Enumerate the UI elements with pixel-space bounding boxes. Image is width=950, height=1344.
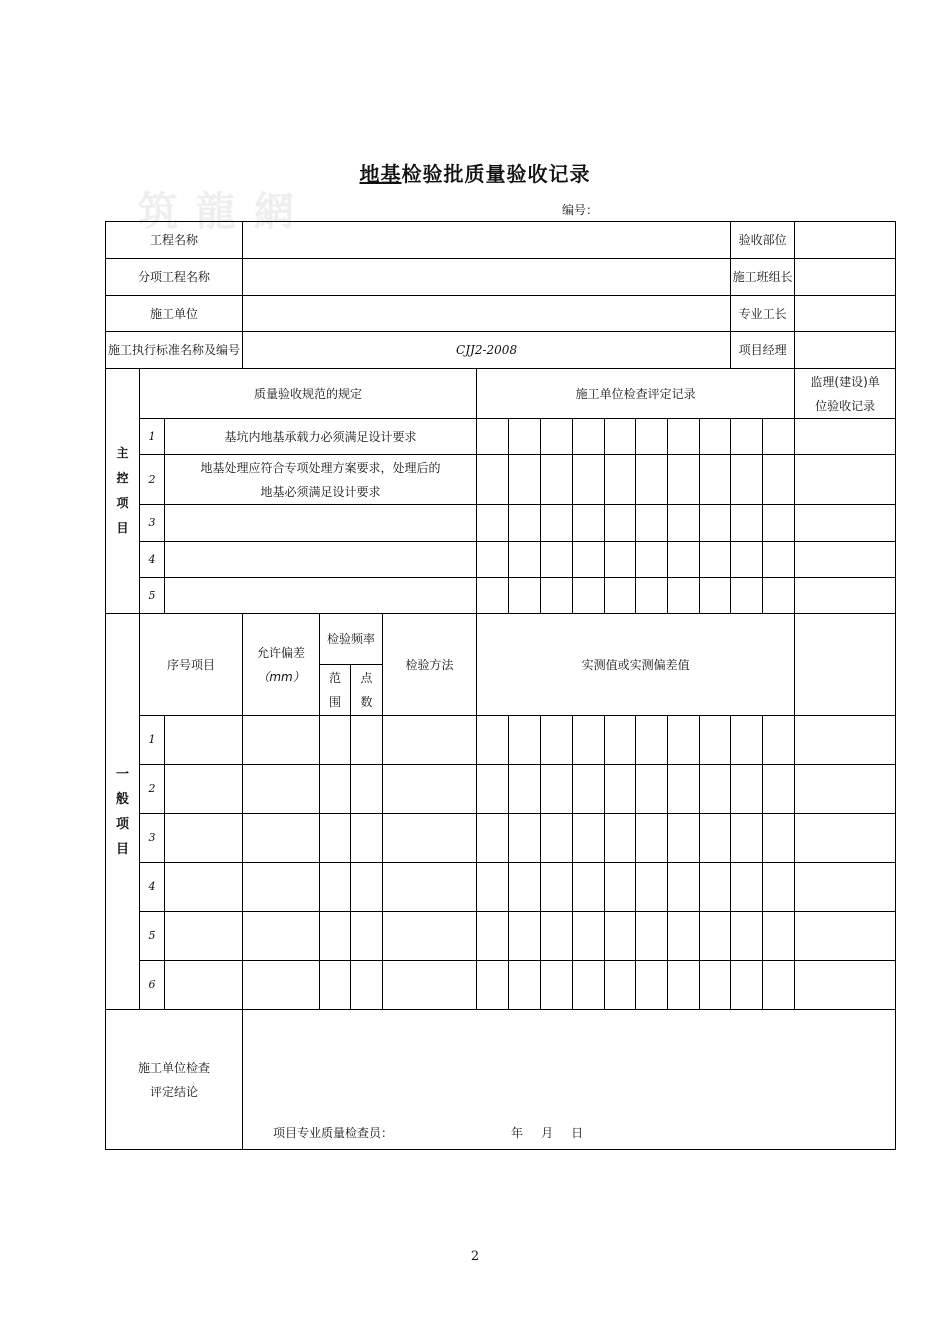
record-cell[interactable]: [700, 419, 731, 455]
record-cell[interactable]: [668, 578, 700, 614]
range-cell[interactable]: [320, 716, 351, 765]
supervisor-cell[interactable]: [795, 419, 896, 455]
points-cell[interactable]: [351, 716, 383, 765]
measured-cell[interactable]: [541, 814, 573, 863]
item-cell[interactable]: [165, 863, 243, 912]
item-cell[interactable]: [165, 716, 243, 765]
measured-cell[interactable]: [700, 863, 731, 912]
main-control-row: [106, 578, 896, 614]
item-cell[interactable]: [165, 961, 243, 1010]
record-cell[interactable]: [636, 542, 668, 578]
record-cell[interactable]: [477, 419, 509, 455]
extra-cell[interactable]: [795, 716, 896, 765]
measured-cell[interactable]: [668, 912, 700, 961]
measured-cell[interactable]: [509, 716, 541, 765]
measured-cell[interactable]: [668, 814, 700, 863]
measured-cell[interactable]: [700, 912, 731, 961]
team-leader-field[interactable]: [795, 259, 896, 296]
main-item-text: 基坑内地基承载力必须满足设计要求: [165, 419, 477, 455]
foreman-label: 专业工长: [731, 296, 795, 332]
measured-cell[interactable]: [731, 912, 763, 961]
record-cell[interactable]: [636, 419, 668, 455]
measured-cell[interactable]: [636, 716, 668, 765]
record-cell[interactable]: [605, 578, 636, 614]
record-cell[interactable]: [668, 419, 700, 455]
measured-cell[interactable]: [636, 814, 668, 863]
row-number: 2: [140, 765, 165, 814]
measured-cell[interactable]: [605, 765, 636, 814]
record-cell[interactable]: [509, 542, 541, 578]
measured-cell[interactable]: [477, 716, 509, 765]
construction-unit-field[interactable]: [243, 296, 731, 332]
extra-cell[interactable]: [795, 863, 896, 912]
measured-cell[interactable]: [509, 863, 541, 912]
measured-cell[interactable]: [668, 716, 700, 765]
record-cell[interactable]: [731, 455, 763, 505]
main-item-text[interactable]: [165, 505, 477, 542]
method-cell[interactable]: [383, 814, 477, 863]
row-number: 5: [140, 912, 165, 961]
record-cell[interactable]: [763, 578, 795, 614]
record-cell[interactable]: [509, 578, 541, 614]
measured-cell[interactable]: [509, 765, 541, 814]
month-label: 月: [541, 1126, 554, 1140]
extra-cell[interactable]: [795, 765, 896, 814]
method-cell[interactable]: [383, 912, 477, 961]
page-number: 2: [470, 1249, 480, 1264]
item-cell[interactable]: [165, 765, 243, 814]
measured-cell[interactable]: [509, 912, 541, 961]
manager-field[interactable]: [795, 332, 896, 369]
general-extra-header: [795, 614, 896, 716]
acceptance-part-field[interactable]: [795, 222, 896, 259]
row-number: 1: [140, 716, 165, 765]
general-row: [106, 716, 896, 765]
measured-cell[interactable]: [636, 912, 668, 961]
team-leader-label: 施工班组长: [731, 259, 795, 296]
acceptance-part-label: 验收部位: [731, 222, 795, 259]
main-item-text[interactable]: [165, 578, 477, 614]
sub-project-label: 分项工程名称: [106, 259, 243, 296]
record-cell[interactable]: [763, 505, 795, 542]
record-cell[interactable]: [573, 542, 605, 578]
inspection-form: [105, 221, 896, 1150]
range-header: 范 围: [320, 665, 351, 716]
method-cell[interactable]: [383, 716, 477, 765]
general-row: [106, 765, 896, 814]
record-cell[interactable]: [573, 455, 605, 505]
row-number: 3: [140, 814, 165, 863]
record-cell[interactable]: [700, 542, 731, 578]
measured-cell[interactable]: [731, 814, 763, 863]
measured-cell[interactable]: [573, 765, 605, 814]
measured-cell[interactable]: [763, 912, 795, 961]
measured-cell[interactable]: [605, 961, 636, 1010]
method-cell[interactable]: [383, 765, 477, 814]
measured-cell[interactable]: [731, 716, 763, 765]
record-cell[interactable]: [700, 505, 731, 542]
measured-header: 实测值或实测偏差值: [477, 614, 795, 716]
row-number: 4: [140, 542, 165, 578]
tolerance-cell[interactable]: [243, 716, 320, 765]
measured-cell[interactable]: [700, 716, 731, 765]
record-cell[interactable]: [605, 505, 636, 542]
measured-cell[interactable]: [668, 765, 700, 814]
measured-cell[interactable]: [731, 961, 763, 1010]
item-cell[interactable]: [165, 912, 243, 961]
record-cell[interactable]: [477, 455, 509, 505]
measured-cell[interactable]: [509, 961, 541, 1010]
row-number: 5: [140, 578, 165, 614]
tolerance-cell[interactable]: [243, 912, 320, 961]
method-header: 检验方法: [383, 614, 477, 716]
measured-cell[interactable]: [700, 765, 731, 814]
measured-cell[interactable]: [477, 863, 509, 912]
main-control-row: [106, 419, 896, 455]
conclusion-body[interactable]: [243, 1010, 896, 1150]
measured-cell[interactable]: [668, 863, 700, 912]
measured-cell[interactable]: [731, 765, 763, 814]
tolerance-cell[interactable]: [243, 961, 320, 1010]
measured-cell[interactable]: [731, 863, 763, 912]
record-cell[interactable]: [700, 455, 731, 505]
spec-header: 质量验收规范的规定: [140, 369, 477, 419]
record-cell[interactable]: [509, 455, 541, 505]
main-control-row: [106, 542, 896, 578]
general-row: [106, 814, 896, 863]
record-cell[interactable]: [541, 455, 573, 505]
range-cell[interactable]: [320, 912, 351, 961]
record-cell[interactable]: [668, 542, 700, 578]
title-part1: 地基: [359, 162, 402, 186]
code-label: 编号：: [562, 203, 599, 217]
measured-cell[interactable]: [573, 814, 605, 863]
measured-cell[interactable]: [477, 961, 509, 1010]
record-cell[interactable]: [636, 455, 668, 505]
points-cell[interactable]: [351, 863, 383, 912]
points-cell[interactable]: [351, 814, 383, 863]
general-row: [106, 912, 896, 961]
range-cell[interactable]: [320, 863, 351, 912]
row-number: 3: [140, 505, 165, 542]
conclusion-label: 施工单位检查 评定结论: [106, 1010, 243, 1150]
supervisor-cell[interactable]: [795, 542, 896, 578]
record-cell[interactable]: [605, 419, 636, 455]
item-header: 序号项目: [140, 614, 243, 716]
measured-cell[interactable]: [541, 961, 573, 1010]
measured-cell[interactable]: [605, 716, 636, 765]
measured-cell[interactable]: [668, 961, 700, 1010]
record-cell[interactable]: [731, 542, 763, 578]
record-cell[interactable]: [509, 505, 541, 542]
measured-cell[interactable]: [477, 912, 509, 961]
record-cell[interactable]: [605, 542, 636, 578]
measured-cell[interactable]: [541, 912, 573, 961]
record-header: 施工单位检查评定记录: [477, 369, 795, 419]
measured-cell[interactable]: [763, 716, 795, 765]
sub-project-field[interactable]: [243, 259, 731, 296]
day-label: 日: [571, 1126, 584, 1140]
supervisor-cell[interactable]: [795, 455, 896, 505]
record-cell[interactable]: [477, 505, 509, 542]
measured-cell[interactable]: [477, 814, 509, 863]
measured-cell[interactable]: [573, 863, 605, 912]
inspector-label: 项目专业质量检查员：: [273, 1126, 394, 1140]
standard-value: CJJ2-2008: [243, 332, 731, 369]
row-number: 6: [140, 961, 165, 1010]
supervisor-cell[interactable]: [795, 578, 896, 614]
measured-cell[interactable]: [605, 912, 636, 961]
tolerance-header: 允许偏差 （mm）: [243, 614, 320, 716]
main-item-text[interactable]: [165, 542, 477, 578]
measured-cell[interactable]: [573, 716, 605, 765]
measured-cell[interactable]: [700, 814, 731, 863]
record-cell[interactable]: [731, 419, 763, 455]
measured-cell[interactable]: [541, 765, 573, 814]
manager-label: 项目经理: [731, 332, 795, 369]
range-cell[interactable]: [320, 814, 351, 863]
measured-cell[interactable]: [573, 912, 605, 961]
measured-cell[interactable]: [763, 765, 795, 814]
measured-cell[interactable]: [477, 765, 509, 814]
points-cell[interactable]: [351, 912, 383, 961]
measured-cell[interactable]: [605, 863, 636, 912]
foreman-field[interactable]: [795, 296, 896, 332]
row-number: 2: [140, 455, 165, 505]
record-cell[interactable]: [731, 505, 763, 542]
measured-cell[interactable]: [700, 961, 731, 1010]
construction-unit-label: 施工单位: [106, 296, 243, 332]
extra-cell[interactable]: [795, 961, 896, 1010]
watermark: 筑 龍 網: [138, 188, 296, 235]
standard-label: 施工执行标准名称及编号: [106, 332, 243, 369]
general-side-label: 一 般 项 目: [106, 614, 140, 1010]
title-part2: 检验批质量验收记录: [401, 162, 591, 186]
extra-cell[interactable]: [795, 814, 896, 863]
page-title: [0, 158, 950, 187]
measured-cell[interactable]: [573, 961, 605, 1010]
main-control-side-label: 主 控 项 目: [106, 369, 140, 614]
project-name-field[interactable]: [243, 222, 731, 259]
record-cell[interactable]: [573, 505, 605, 542]
record-cell[interactable]: [605, 455, 636, 505]
points-header: 点 数: [351, 665, 383, 716]
record-cell[interactable]: [700, 578, 731, 614]
record-cell[interactable]: [668, 455, 700, 505]
record-cell[interactable]: [477, 578, 509, 614]
inspector-signline: [273, 1121, 583, 1145]
method-cell[interactable]: [383, 863, 477, 912]
measured-cell[interactable]: [763, 814, 795, 863]
tolerance-cell[interactable]: [243, 814, 320, 863]
record-cell[interactable]: [541, 542, 573, 578]
record-cell[interactable]: [668, 505, 700, 542]
record-cell[interactable]: [573, 419, 605, 455]
record-cell[interactable]: [731, 578, 763, 614]
record-cell[interactable]: [763, 419, 795, 455]
measured-cell[interactable]: [636, 765, 668, 814]
extra-cell[interactable]: [795, 912, 896, 961]
method-cell[interactable]: [383, 961, 477, 1010]
measured-cell[interactable]: [605, 814, 636, 863]
main-item-text: 地基处理应符合专项处理方案要求，处理后的 地基必须满足设计要求: [165, 455, 477, 505]
general-row: [106, 863, 896, 912]
tolerance-cell[interactable]: [243, 765, 320, 814]
range-cell[interactable]: [320, 961, 351, 1010]
year-label: 年: [511, 1126, 524, 1140]
measured-cell[interactable]: [541, 863, 573, 912]
measured-cell[interactable]: [636, 863, 668, 912]
freq-header: 检验频率: [320, 614, 383, 665]
record-cell[interactable]: [541, 505, 573, 542]
project-name-label: 工程名称: [106, 222, 243, 259]
record-cell[interactable]: [541, 419, 573, 455]
record-cell[interactable]: [763, 455, 795, 505]
row-number: 1: [140, 419, 165, 455]
points-cell[interactable]: [351, 765, 383, 814]
measured-cell[interactable]: [763, 961, 795, 1010]
record-cell[interactable]: [573, 578, 605, 614]
measured-cell[interactable]: [636, 961, 668, 1010]
supervisor-header: 监理(建设)单 位验收记录: [795, 369, 896, 419]
record-cell[interactable]: [509, 419, 541, 455]
range-cell[interactable]: [320, 765, 351, 814]
record-cell[interactable]: [763, 542, 795, 578]
record-cell[interactable]: [477, 542, 509, 578]
tolerance-cell[interactable]: [243, 863, 320, 912]
points-cell[interactable]: [351, 961, 383, 1010]
main-control-row: [106, 505, 896, 542]
record-cell[interactable]: [636, 505, 668, 542]
measured-cell[interactable]: [541, 716, 573, 765]
record-cell[interactable]: [541, 578, 573, 614]
record-cell[interactable]: [636, 578, 668, 614]
general-row: [106, 961, 896, 1010]
row-number: 4: [140, 863, 165, 912]
measured-cell[interactable]: [763, 863, 795, 912]
supervisor-cell[interactable]: [795, 505, 896, 542]
main-control-row: [106, 455, 896, 505]
measured-cell[interactable]: [509, 814, 541, 863]
item-cell[interactable]: [165, 814, 243, 863]
